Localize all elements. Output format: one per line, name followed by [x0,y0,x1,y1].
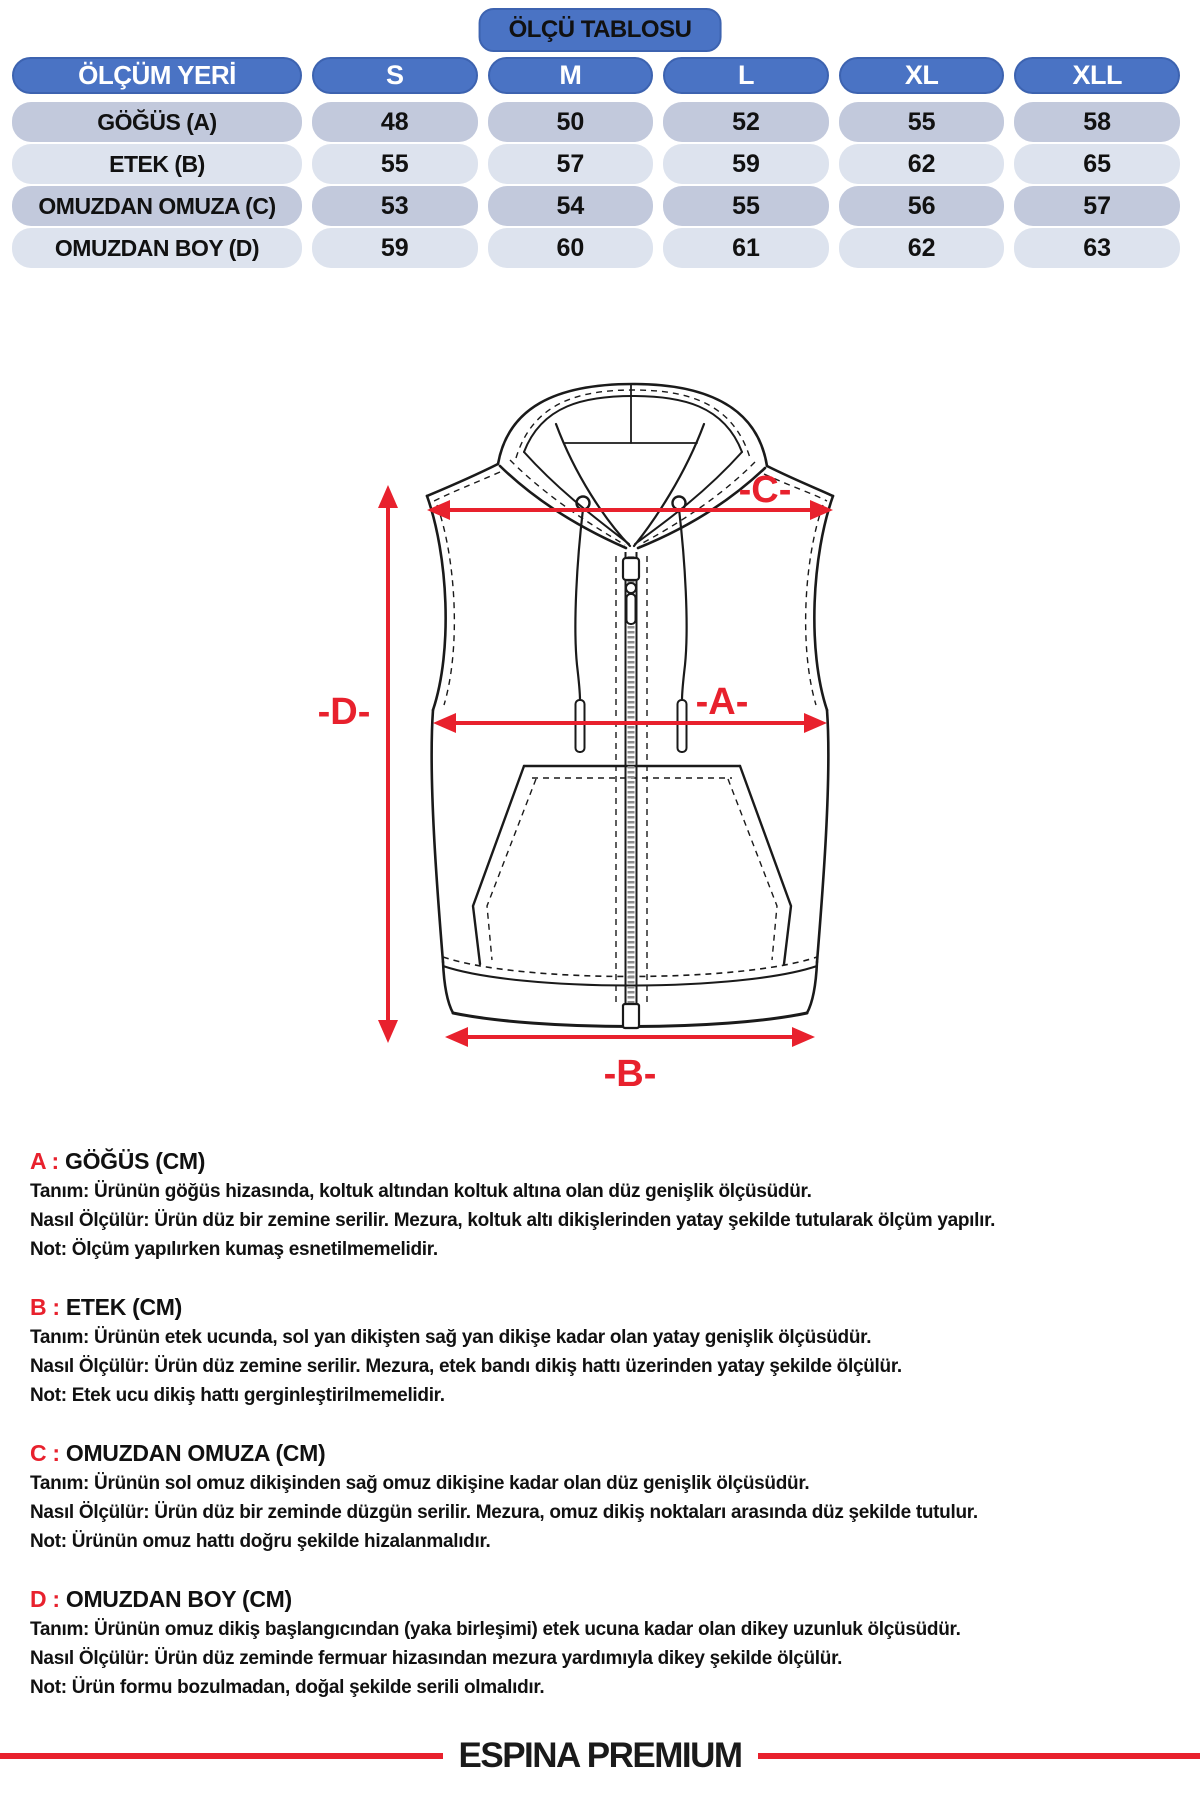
column-header-xll: XLL [1014,57,1180,94]
label-d: -D- [317,691,371,733]
row-label-etek: ETEK (B) [12,144,302,184]
section-heading [30,1292,1180,1323]
section-title: GÖĞÜS (CM) [65,1148,206,1174]
column-header-m: M [488,57,654,94]
note-line: Not: Etek ucu dikiş hattı gerginleştirilmemelidir. [30,1385,445,1406]
section-title: OMUZDAN OMUZA (CM) [65,1440,326,1466]
size-cell: 55 [839,102,1005,142]
definition-line: Tanım: Ürünün etek ucunda, sol yan dikişten sağ yan dikişe kadar olan yatay genişlik ölçüsüdür. [30,1327,872,1348]
size-cell: 63 [1014,228,1180,268]
size-cell: 60 [488,228,654,268]
zipper [623,552,639,1028]
size-cell: 59 [663,144,829,184]
vest-technical-drawing [280,330,950,1120]
section-letter: D : [30,1586,66,1612]
size-cell: 55 [312,144,478,184]
definition-line: Tanım: Ürünün sol omuz dikişinden sağ omuz dikişine kadar olan düz genişlik ölçüsüdür. [30,1473,810,1494]
section-heading [30,1146,1180,1177]
size-cell: 62 [839,144,1005,184]
size-cell: 61 [663,228,829,268]
section-etek [30,1292,1180,1410]
size-cell: 54 [488,186,654,226]
row-label-gogus: GÖĞÜS (A) [12,102,302,142]
label-b: -B- [603,1053,657,1095]
measurement-descriptions [30,1146,1180,1730]
section-letter: A : [30,1148,65,1174]
section-heading [30,1584,1180,1615]
column-header-xl: XL [839,57,1005,94]
size-cell: 48 [312,102,478,142]
size-cell: 59 [312,228,478,268]
column-header-l: L [663,57,829,94]
section-title: ETEK (CM) [65,1294,182,1320]
footer-rule-right [758,1753,1200,1759]
size-table [12,57,1180,268]
note-line: Not: Ürün formu bozulmadan, doğal şekilde serili olmalıdır. [30,1677,545,1698]
size-cell: 53 [312,186,478,226]
definition-line: Tanım: Ürünün omuz dikiş başlangıcından (yaka birleşimi) etek ucuna kadar olan dikey uzunluk ölçüsüdür. [30,1619,961,1640]
column-header-s: S [312,57,478,94]
section-letter: C : [30,1440,66,1466]
size-cell: 62 [839,228,1005,268]
size-cell: 50 [488,102,654,142]
size-cell: 55 [663,186,829,226]
section-heading [30,1438,1180,1469]
size-cell: 65 [1014,144,1180,184]
how-to-measure-line: Nasıl Ölçülür: Ürün düz zemine serilir. Mezura, etek bandı dikiş hattı üzerinden yatay şekilde ölçülür. [30,1356,902,1377]
row-label-omuzdan-boy: OMUZDAN BOY (D) [12,228,302,268]
row-label-omuzdan-omuza: OMUZDAN OMUZA (C) [12,186,302,226]
footer [0,1734,1200,1778]
note-line: Not: Ölçüm yapılırken kumaş esnetilmemelidir. [30,1239,438,1260]
size-cell: 57 [1014,186,1180,226]
brand-name: ESPINA PREMIUM [458,1736,742,1775]
size-cell: 58 [1014,102,1180,142]
size-cell: 52 [663,102,829,142]
how-to-measure-line: Nasıl Ölçülür: Ürün düz bir zeminde düzgün serilir. Mezura, omuz dikiş noktaları arasında düz şekilde tutulur. [30,1502,978,1523]
label-a: -A- [695,681,749,723]
column-header-measure-place: ÖLÇÜM YERİ [12,57,302,94]
section-gogus [30,1146,1180,1264]
size-cell: 57 [488,144,654,184]
size-cell: 56 [839,186,1005,226]
section-omuzdan-boy [30,1584,1180,1702]
section-title: OMUZDAN BOY (CM) [65,1586,292,1612]
label-c: -C- [738,469,792,511]
note-line: Not: Ürünün omuz hattı doğru şekilde hizalanmalıdır. [30,1531,491,1552]
how-to-measure-line: Nasıl Ölçülür: Ürün düz zeminde fermuar hizasından mezura yardımıyla dikey şekilde ölçülür. [30,1648,843,1669]
definition-line: Tanım: Ürünün göğüs hizasında, koltuk altından koltuk altına olan düz genişlik ölçüsüdür. [30,1181,812,1202]
how-to-measure-line: Nasıl Ölçülür: Ürün düz bir zemine serilir. Mezura, koltuk altı dikişlerinden yatay şekilde tutularak ölçüm yapılır. [30,1210,996,1231]
size-table-title: ÖLÇÜ TABLOSU [479,8,722,52]
section-letter: B : [30,1294,66,1320]
section-omuzdan-omuza [30,1438,1180,1556]
footer-rule-left [0,1753,443,1759]
